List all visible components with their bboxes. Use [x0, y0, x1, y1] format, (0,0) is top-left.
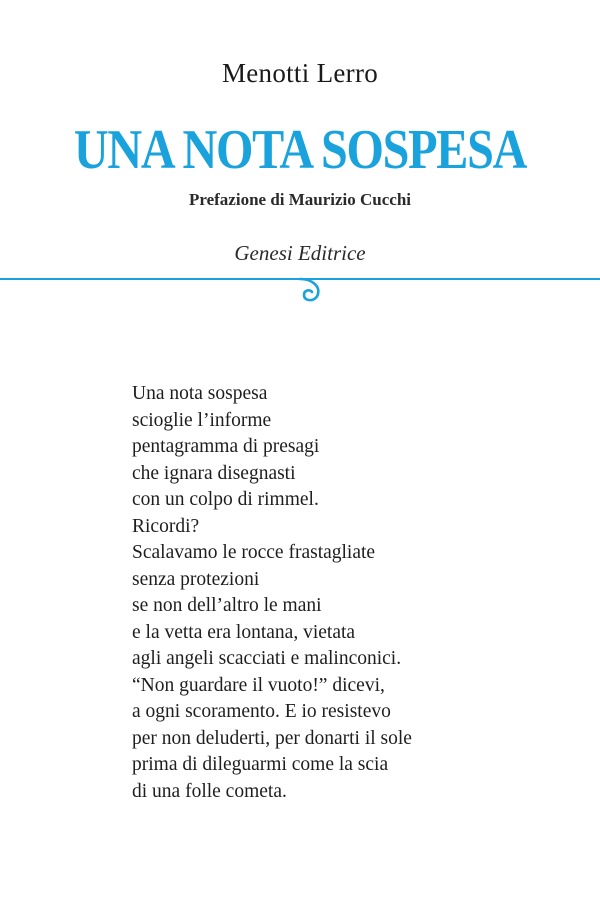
poem-line: Una nota sospesa: [132, 383, 268, 404]
poem-line: che ignara disegnasti: [132, 462, 296, 484]
poem-text: [132, 381, 572, 805]
swirl-curl: [300, 279, 318, 300]
poem-line: agli angeli scacciati e malinconici.: [132, 648, 402, 669]
poem-line: scioglie l’informe: [132, 409, 272, 431]
poem-line: se non dell’altro le mani: [132, 595, 322, 616]
preface-credit: Prefazione di Maurizio Cucchi: [188, 190, 412, 209]
poem-line: a ogni scoramento. E io resistevo: [132, 701, 391, 722]
poem-line: con un colpo di rimmel.: [132, 489, 319, 510]
poem-line: prima di dileguarmi come la scia: [132, 754, 389, 775]
poem-line: Ricordi?: [132, 515, 200, 537]
poem-line: per non deluderti, per donarti il sole: [132, 727, 412, 749]
poem-line: pentagramma di presagi: [132, 436, 320, 457]
author-name: Menotti Lerro: [221, 58, 379, 88]
poem-line: “Non guardare il vuoto!” dicevi,: [132, 674, 385, 696]
poem-line: senza protezioni: [132, 568, 260, 590]
book-title: UNA NOTA SOSPESA: [73, 119, 527, 181]
poem-line: Scalavamo le rocce frastagliate: [132, 542, 376, 563]
swirl-divider-icon: [0, 262, 600, 322]
publisher-name: Genesi Editrice: [234, 241, 366, 265]
poem-line: di una folle cometa.: [132, 780, 287, 802]
poem-line: e la vetta era lontana, vietata: [132, 621, 356, 643]
